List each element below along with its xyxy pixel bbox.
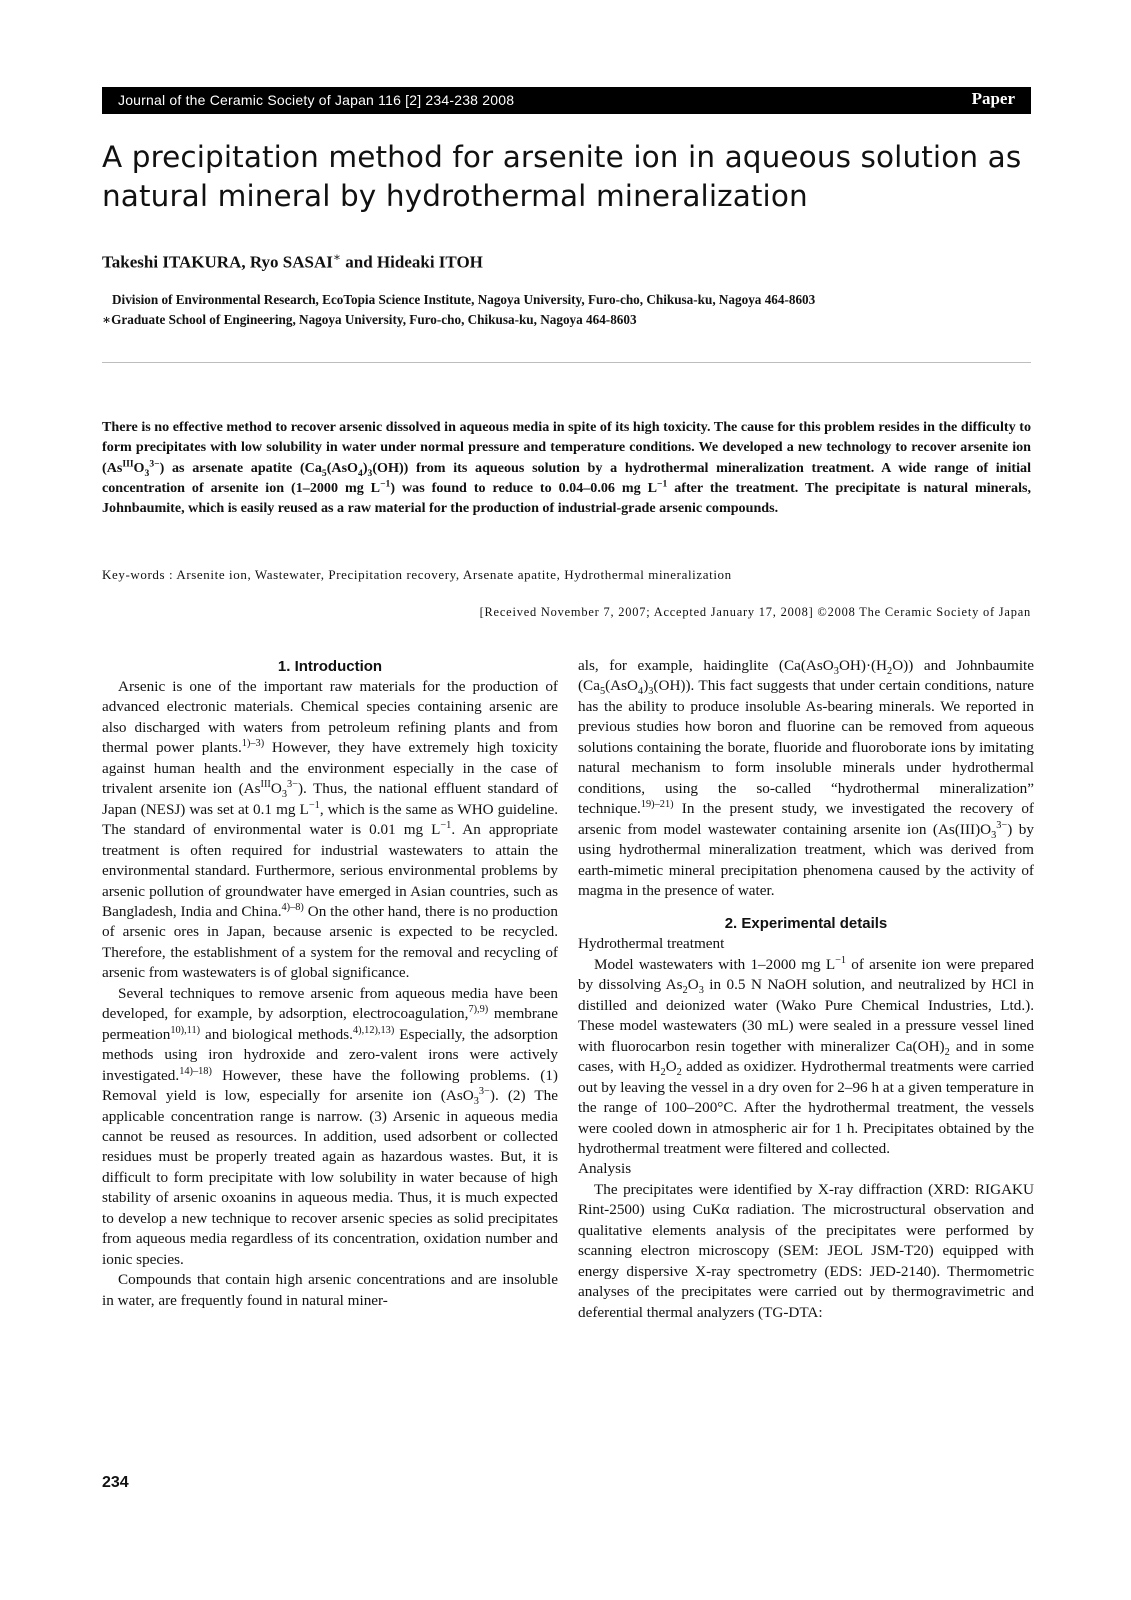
keywords: Key-words : Arsenite ion, Wastewater, Precipitation recovery, Arsenate apatite, Hydrothermal mineralization [102,567,732,582]
received-dates: [Received November 7, 2007; Accepted January 17, 2008] ©2008 The Ceramic Society of Japan [479,605,1031,619]
right-column [578,656,1034,1323]
journal-citation: Journal of the Ceramic Society of Japan 116 [2] 234-238 2008 [118,92,515,108]
subsection-heading-analysis: Analysis [578,1160,632,1178]
authors-text-2: and Hideaki ITOH [341,252,483,272]
paragraph: Model wastewaters with 1–2000 mg $L^{-1}$ of arsenite ion were prepared by dissolving $As_2O_3$ in 0.5 N NaOH solution, and neutralized by HCl in distilled and deionized water (Wako Pure Chemical Industries, Ltd.). These model wastewaters (30 mL) were sealed in a pressure vessel lined with fluorocarbon resin together with mineralizer $Ca(OH)_2$ and in some cases, with $H_2O_2$ added as oxidizer. Hydrothermal treatments were carried out by leaving the vessel in a dry oven for 2–96 h at a given temperature in the range of 100–200°C. After the hydrothermal treatment, the vessels were cooled down in atmospheric air for 1 h. Precipitates obtained by the hydrothermal treatment were filtered and collected. [578,954,1035,1157]
article-type-label: Paper [971,89,1015,108]
section-heading-experimental: 2. Experimental details [724,915,888,933]
journal-header-bar [102,87,1031,114]
author-mark: ∗ [332,250,342,264]
spacer [578,901,1034,913]
paragraph: Compounds that contain high arsenic concentrations and are insoluble in water, are frequently found in natural miner- [102,1271,558,1309]
left-column [102,656,558,1311]
abstract: There is no effective method to recover arsenic dissolved in aqueous media in spite of its high toxicity. The cause for this problem resides in the difficulty to form precipitates with low solubility in water under normal pressure and temperature conditions. We developed a new technology to recover arsenite ion $(As^{III}O_3^{3-})$ as arsenate apatite $(Ca_5(AsO_4)_3(OH))$ from its aqueous solution by a hydrothermal mineralization treatment. A wide range of initial concentration of arsenite ion (1–2000 mg $L^{-1}$) was found to reduce to 0.04–0.06 mg $L^{-1}$ after the treatment. The precipitate is natural minerals, Johnbaumite, which is easily reused as a raw material for the production of industrial-grade arsenic compounds. [102,419,1032,517]
paper-title: A precipitation method for arsenite ion in aqueous solution as natural mineral by hydrothermal mineralization [102,140,1022,213]
section-heading-introduction: 1. Introduction [277,658,383,675]
paragraph: The precipitates were identified by X-ray diffraction (XRD: RIGAKU Rint-2500) using CuKα radiation. The microstructural observation and qualitative elements analysis of the precipitates were performed by scanning electron microscopy (SEM: JEOL JSM-T20) equipped with energy dispersive X-ray spectrometry (EDS: JED-2140). Thermometric analyses of the precipitates were carried out by thermogravimetric and deferential thermal analyzers (TG-DTA: [578,1180,1034,1321]
affiliation-2: ∗Graduate School of Engineering, Nagoya University, Furo-cho, Chikusa-ku, Nagoya 464-8603 [102,312,637,327]
paragraph: Several techniques to remove arsenic from aqueous media have been developed, for example, by adsorption, electrocoagulation,$^{7),9)}$ membrane permeation$^{10),11)}$ and biological methods.$^{4),12),13)}$ Especially, the adsorption methods using iron hydroxide and zero-valent irons were actively investigated.$^{14)-18)}$ However, these have the following problems. (1) Removal yield is low, especially for arsenite ion (AsO$_3^{3-}$). (2) The applicable concentration range is narrow. (3) Arsenic in aqueous media cannot be reused as resources. In addition, used adsorbent or collected residues must be properly treated again as hazardous wastes. But, it is difficult to form precipitate with low solubility in water because of high stability of arsenic oxoanins in aqueous media. Thus, it is much expected to develop a new technique to recover arsenic species as solid precipitates from aqueous media regardless of its concentration, oxidation number and ionic species. [102,984,558,1268]
affiliation-1: Division of Environmental Research, EcoTopia Science Institute, Nagoya University, Furo-cho, Chikusa-ku, Nagoya 464-8603 [112,292,816,307]
authors-text: Takeshi ITAKURA, Ryo SASAI [102,252,333,272]
header-divider [102,362,1031,363]
page-number: 234 [102,1474,129,1491]
author-list [102,250,483,273]
paragraph: als, for example, haidinglite $(Ca(AsO_3OH)\cdot(H_2O))$ and Johnbaumite $(Ca_5(AsO_4)_3(OH))$. This fact suggests that under certain conditions, nature has the ability to produce insoluble As-bearing minerals. We reported in previous studies how boron and fluorine can be removed from aqueous solutions containing the borate, fluoride and fluoroborate ions by imitating natural mechanism to form insoluble minerals under hydrothermal conditions, using the so-called “hydrothermal mineralization” technique.$^{19)-21)}$ In the present study, we investigated the recovery of arsenic from model wastewater containing arsenite ion $(As(III)O_3^{3-})$ by using hydrothermal mineralization treatment, which was derived from earth-mimetic mineral precipitation phenomena caused by the activity of magma in the presence of water. [578,657,1035,899]
paragraph: Arsenic is one of the important raw materials for the production of advanced electronic materials. Chemical species containing arsenic are also discharged with waters from petroleum refining plants and from thermal power plants.$^{1)-3)}$ However, they have extremely high toxicity against human health and the environment especially in the case of trivalent arsenite ion $(As^{III}O_3^{3-})$. Thus, the national effluent standard of Japan (NESJ) was set at 0.1 mg $L^{-1}$, which is the same as WHO guideline. The standard of environmental water is 0.01 mg $L^{-1}$. An appropriate treatment is often required for industrial wastewaters to attain the environmental standard. Furthermore, serious environmental problems by arsenic pollution of groundwater have emerged in Asian countries, such as Bangladesh, India and China.$^{4)-8)}$ On the other hand, there is no production of arsenic ores in Japan, because arsenic is expected to be recycled. Therefore, the establishment of a system for the removal and recycling of arsenic from wastewaters is of global significance. [102,678,559,982]
subsection-heading-hydrothermal: Hydrothermal treatment [578,935,725,953]
